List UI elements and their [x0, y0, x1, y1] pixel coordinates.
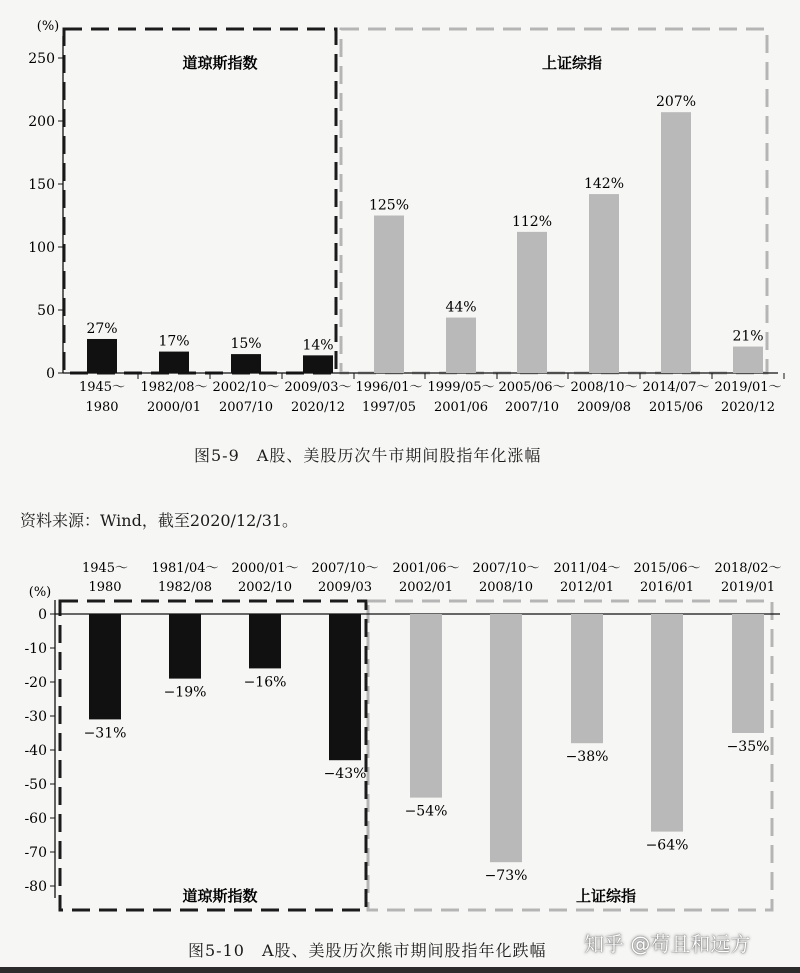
bar — [159, 352, 189, 373]
bar — [329, 614, 361, 760]
bar-value-label: −54% — [404, 803, 448, 820]
y-tick-label: 200 — [28, 114, 55, 130]
bar — [303, 355, 333, 373]
bar-value-label: 142% — [583, 176, 625, 193]
x-tick-label: 2002/10 — [237, 580, 293, 595]
y-tick-label: -30 — [24, 709, 47, 725]
bar — [661, 112, 691, 373]
x-tick-label: 2009/03 — [317, 580, 373, 595]
y-tick-label: 250 — [28, 51, 55, 67]
y-tick-label: 0 — [46, 366, 55, 382]
x-tick-label: 2002/01 — [398, 580, 454, 595]
bar-value-label: 27% — [86, 320, 118, 337]
bar — [446, 318, 476, 373]
bar — [169, 614, 201, 679]
x-tick-label: 2019/01 — [720, 580, 776, 595]
y-tick-label: -40 — [24, 743, 47, 759]
bar-value-label: 112% — [511, 213, 553, 230]
x-tick-label: 2016/01 — [639, 580, 695, 595]
bar-value-label: −16% — [243, 674, 287, 691]
bar — [87, 339, 117, 373]
bar-value-label: 15% — [230, 336, 262, 353]
x-tick-label: 2014/07～ — [642, 380, 710, 395]
y-unit-label: (%) — [36, 19, 60, 34]
bar-value-label: 21% — [732, 328, 764, 345]
bar-value-label: 125% — [368, 197, 410, 214]
y-tick-label: -50 — [24, 777, 47, 793]
x-tick-label: 2000/01～ — [231, 561, 299, 576]
bull-market-chart — [28, 19, 784, 415]
x-tick-label: 2007/10 — [218, 400, 274, 415]
y-tick-label: -70 — [24, 845, 47, 861]
bar-value-label: 44% — [445, 299, 477, 316]
figure-5-10-caption: 图5-10 A股、美股历次熊市期间股指年化跌幅 — [188, 941, 547, 960]
y-tick-label: -80 — [24, 879, 47, 895]
bar — [733, 347, 763, 373]
group-label-shanghai: 上证综指 — [575, 887, 637, 905]
x-tick-label: 1999/05～ — [427, 380, 495, 395]
bar — [374, 216, 404, 374]
x-tick-label: 2019/01～ — [714, 380, 782, 395]
x-tick-label: 2001/06 — [433, 400, 489, 415]
x-tick-label: 1945～ — [78, 380, 126, 395]
bar-value-label: −35% — [726, 739, 770, 755]
x-tick-label: 2012/01 — [559, 580, 615, 595]
bar-value-label: −43% — [323, 766, 367, 783]
y-tick-label: 150 — [28, 177, 55, 193]
bar — [89, 614, 121, 719]
x-tick-label: 2000/01 — [146, 400, 202, 415]
x-tick-label: 1997/05 — [361, 400, 417, 415]
x-tick-label: 2011/04～ — [553, 561, 621, 576]
bar-value-label: −31% — [83, 725, 127, 742]
x-tick-label: 1982/08～ — [140, 380, 208, 395]
x-tick-label: 2007/10～ — [311, 561, 379, 576]
y-tick-label: 100 — [28, 240, 55, 256]
bar — [589, 194, 619, 373]
x-tick-label: 1980 — [88, 580, 122, 595]
group-label-dow: 道琼斯指数 — [182, 54, 258, 72]
bar-value-label: −19% — [163, 684, 207, 701]
bar — [490, 614, 522, 862]
x-tick-label: 2009/08 — [576, 400, 632, 415]
x-tick-label: 1945～ — [81, 561, 129, 576]
bar — [517, 232, 547, 373]
bear-market-chart — [24, 561, 781, 910]
x-tick-label: 2007/10 — [504, 400, 560, 415]
bar — [249, 614, 281, 668]
x-tick-label: 2009/03～ — [284, 380, 352, 395]
y-tick-label: 0 — [38, 607, 47, 623]
bar — [231, 354, 261, 373]
bar-value-label: 14% — [302, 337, 334, 354]
y-tick-label: -60 — [24, 811, 47, 827]
x-tick-label: 2020/12 — [720, 400, 776, 415]
x-tick-label: 2008/10 — [478, 580, 534, 595]
x-tick-label: 2007/10～ — [472, 561, 540, 576]
x-tick-label: 1980 — [85, 400, 119, 415]
bar — [571, 614, 603, 743]
y-tick-label: -10 — [24, 641, 47, 657]
x-tick-label: 1982/08 — [157, 580, 213, 595]
y-tick-label: -20 — [24, 675, 47, 691]
x-tick-label: 1996/01～ — [355, 380, 423, 395]
group-label-dow: 道琼斯指数 — [182, 887, 258, 905]
x-tick-label: 2002/10～ — [212, 380, 280, 395]
y-tick-label: 50 — [37, 303, 55, 319]
group-label-shanghai: 上证综指 — [541, 54, 603, 72]
x-tick-label: 2008/10～ — [570, 380, 638, 395]
watermark: 知乎 @苟且和远方 — [584, 932, 751, 956]
bar-value-label: −38% — [565, 749, 609, 766]
bar-value-label: 207% — [655, 94, 697, 111]
y-unit-label: (%) — [28, 585, 52, 600]
x-tick-label: 2015/06～ — [633, 561, 701, 576]
bar — [732, 614, 764, 733]
bar-value-label: −64% — [645, 837, 689, 854]
x-tick-label: 2020/12 — [290, 400, 346, 415]
bar-value-label: −73% — [484, 868, 528, 885]
bar-value-label: 17% — [158, 333, 190, 350]
x-tick-label: 1981/04～ — [151, 561, 219, 576]
x-tick-label: 2015/06 — [648, 400, 704, 415]
bar — [410, 614, 442, 798]
source-note: 资料来源：Wind，截至2020/12/31。 — [20, 511, 299, 530]
x-tick-label: 2018/02～ — [714, 561, 782, 576]
bar — [651, 614, 683, 832]
figure-5-9-caption: 图5-9 A股、美股历次牛市期间股指年化涨幅 — [194, 446, 542, 465]
x-tick-label: 2001/06～ — [392, 561, 460, 576]
bottom-strip — [0, 967, 800, 973]
x-tick-label: 2005/06～ — [498, 380, 566, 395]
